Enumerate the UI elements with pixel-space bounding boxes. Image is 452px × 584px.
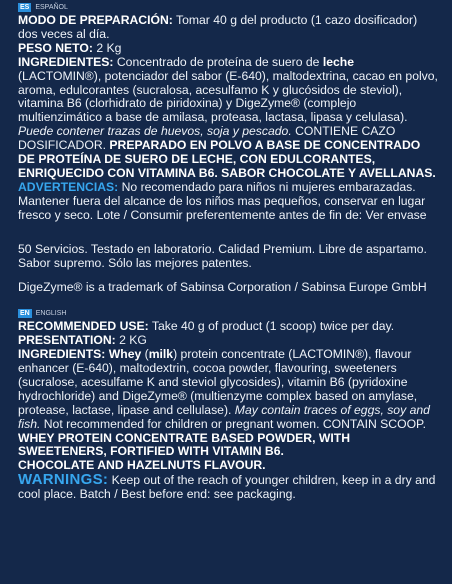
en-ingredients-label: INGREDIENTS: [18, 347, 106, 362]
en-ingredients-text-3: Not recommended for children or pregnant women. CONTAIN SCOOP. [40, 416, 427, 431]
es-net-weight-label: PESO NETO: [18, 40, 93, 55]
en-recommended-use-text: Take 40 g of product (1 scoop) twice per day. [148, 319, 395, 334]
language-name-en: ENGLISH [35, 310, 67, 318]
language-badge-en: EN [20, 310, 30, 318]
es-services: 50 Servicios. Testado en laboratorio. Calidad Premium. Libre de aspartamo. Sabor supremo. Sólo las mejores patentes. [18, 241, 427, 270]
en-presentation [18, 334, 438, 348]
es-net-weight [18, 42, 438, 56]
es-ingredients-allergen: leche [322, 54, 355, 69]
es-ingredients-text-1: Concentrado de proteína de suero de [113, 54, 323, 69]
es-product-description: PREPARADO EN POLVO A BASE DE CONCENTRADO DE PROTEÍNA DE SUERO DE LECHE, CON EDULCORANTES, ENRIQUECIDO CON VITAMINA B6. SABOR CHOCOLATE Y AVELLANAS. [18, 138, 436, 180]
language-name-es: ESPAÑOL [35, 4, 68, 11]
english-section [18, 320, 438, 502]
es-warnings-label: ADVERTENCIAS: [18, 179, 119, 194]
es-ingredients [18, 56, 438, 181]
en-warnings [18, 473, 438, 502]
es-trademark: DigeZyme® is a trademark of Sabinsa Corporation / Sabinsa Europe GmbH [18, 280, 427, 295]
language-header-es [18, 0, 438, 14]
es-ingredients-label: INGREDIENTES: [18, 54, 114, 69]
es-ingredients-text-2: (LACTOMIN®), potenciador del sabor (E-640), maltodextrina, cacao en polvo, aroma, edulcorantes (sucralosa, acesulfamo K y glucósidos de steviol), vitamina B6 (clorhidrato de piridoxina) y DigeZyme® (complejo multienzimático a base de amilasa, proteasa, lactasa, lipasa y celulasa). [18, 68, 438, 125]
en-recommended-use-label: RECOMMENDED USE: [18, 319, 149, 334]
en-ingredients-text-2: ) protein concentrate (LACTOMIN®), flavour enhancer (E-640), maltodextrin, cocoa powder, flavouring, sweeteners (sucralose, acesulfame K and steviol glycosides), vitamin B6 (pyridoxine hydrochloride) and DigeZyme® (multienzyme complex based on amylase, protease, lactase, lipase and cellulase). [18, 347, 418, 417]
es-warnings [18, 181, 438, 223]
es-preparation-label: MODO DE PREPARACIÓN: [18, 13, 173, 27]
en-ingredients [18, 348, 438, 431]
en-warnings-label: WARNINGS: [18, 471, 109, 489]
en-presentation-label: PRESENTATION: [18, 333, 116, 348]
en-recommended-use [18, 320, 438, 334]
en-ingredients-whey: Whey [105, 347, 142, 362]
spanish-section [18, 14, 438, 295]
es-warnings-text: No recomendado para niños ni mujeres embarazadas. Mantener fuera del alcance de los niños mas pequeños, conservar en lugar fresco y seco. Lote / Consumir preferentemente antes de fin de: Ver envase [18, 179, 427, 222]
es-preparation-text: Tomar 40 g del producto (1 cazo dosificador) dos veces al día. [18, 13, 418, 41]
en-ingredients-traces: May contain traces of eggs, soy and fish. [18, 402, 430, 431]
es-preparation [18, 14, 438, 42]
en-flavour: CHOCOLATE AND HAZELNUTS FLAVOUR. [18, 458, 266, 473]
en-ingredients-allergen: milk [148, 347, 174, 362]
en-warnings-text: Keep out of the reach of younger children, keep in a dry and cool place. Batch / Best before end: see packaging. [18, 473, 436, 502]
es-net-weight-text: 2 Kg [92, 40, 122, 55]
en-presentation-text: 2 KG [115, 333, 147, 348]
spacer [18, 223, 438, 243]
es-ingredients-text-3: CONTIENE CAZO DOSIFICADOR. [18, 124, 396, 153]
language-badge-es: ES [20, 4, 30, 11]
es-ingredients-traces: Puede contener trazas de huevos, soja y pescado. [18, 124, 292, 139]
en-ingredients-text-1: ( [141, 347, 149, 362]
en-product-description: WHEY PROTEIN CONCENTRATE BASED POWDER, WITH SWEETENERS, FORTIFIED WITH VITAMIN B6. [18, 430, 351, 459]
